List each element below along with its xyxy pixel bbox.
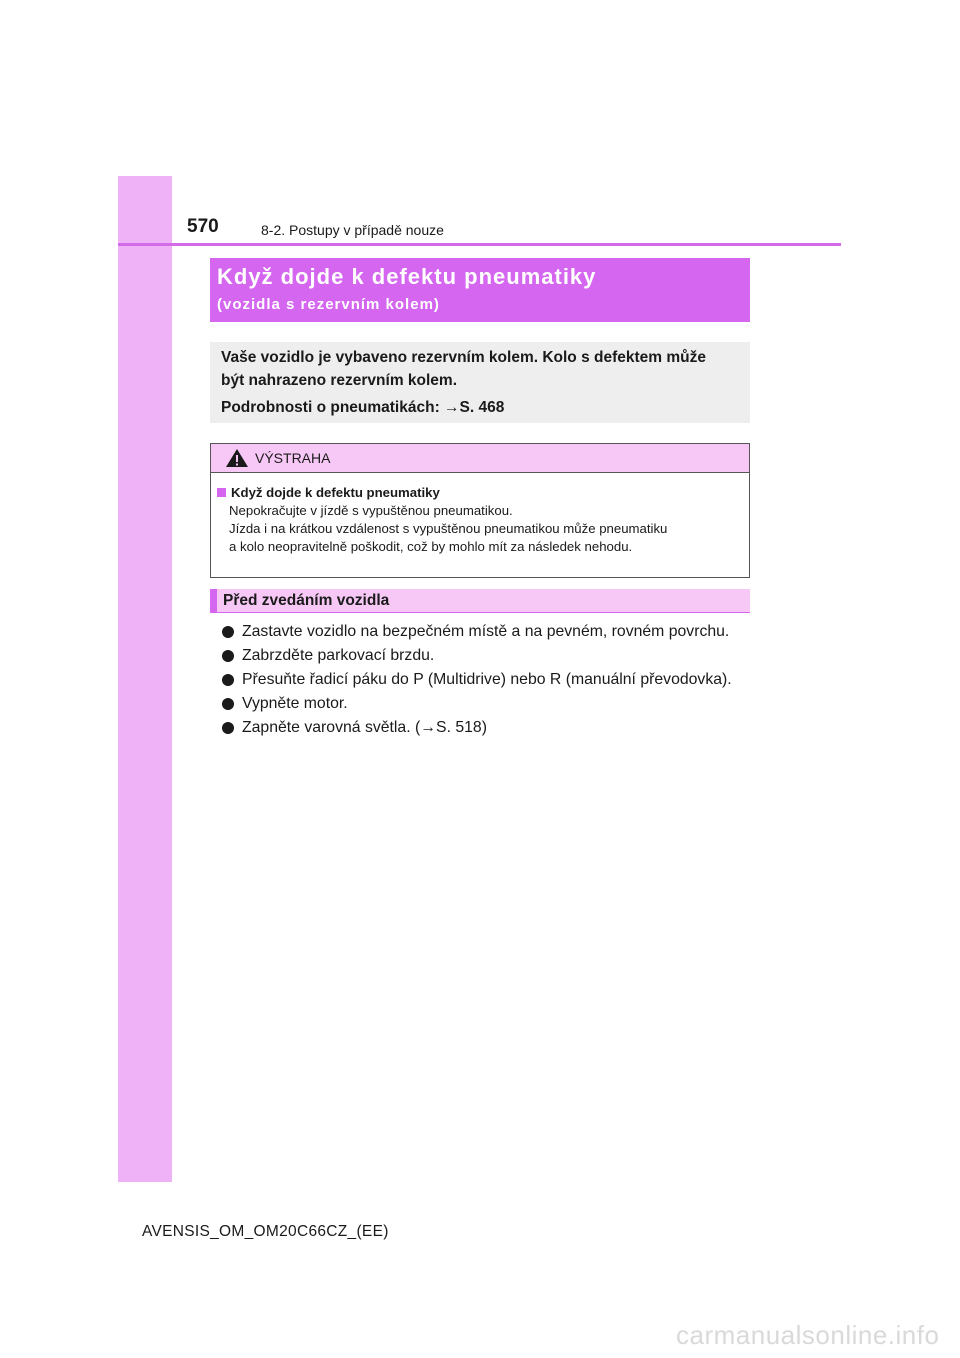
step-list [222, 620, 762, 740]
warning-triangle-icon [225, 448, 249, 468]
warning-title-text: Když dojde k defektu pneumatiky [231, 485, 440, 500]
watermark: carmanualsonline.info [676, 1320, 940, 1350]
page-number: 570 [187, 216, 219, 237]
warning-box [210, 443, 750, 578]
bullet-dot-icon [222, 626, 234, 638]
section-title-banner [210, 258, 750, 322]
intro-box [210, 342, 750, 423]
warning-label: VÝSTRAHA [255, 450, 331, 466]
intro-line-1: Vaše vozidlo je vybaveno rezervním kolem. Kolo s defektem může [221, 349, 706, 366]
bullet-dot-icon [222, 650, 234, 662]
page-subtitle: (vozidla s rezervním kolem) [217, 296, 440, 313]
chapter-title: 8-2. Postupy v případě nouze [261, 222, 444, 238]
list-item: Zapněte varovná světla. (→S. 518) [222, 716, 762, 740]
subsection-heading: Před zvedáním vozidla [210, 589, 750, 613]
bullet-dot-icon [222, 698, 234, 710]
warning-title [217, 485, 741, 500]
list-item: Zastavte vozidlo na bezpečném místě a na pevném, rovném povrchu. [222, 620, 762, 644]
warning-line-2: Jízda i na krátkou vzdálenost s vypuštěnou pneumatikou může pneumatiku [229, 521, 668, 536]
page-title: Když dojde k defektu pneumatiky [217, 264, 597, 289]
bullet-dot-icon [222, 674, 234, 686]
intro-reference: Podrobnosti o pneumatikách: →S. 468 [221, 399, 505, 416]
list-item: Vypněte motor. [222, 692, 762, 716]
list-item: Přesuňte řadicí páku do P (Multidrive) nebo R (manuální převodovka). [222, 668, 762, 692]
warning-body [211, 473, 749, 556]
bullet-dot-icon [222, 722, 234, 734]
intro-line-2: být nahrazeno rezervním kolem. [221, 372, 458, 389]
list-item: Zabrzděte parkovací brzdu. [222, 644, 762, 668]
warning-line-1: Nepokračujte v jízdě s vypuštěnou pneumatikou. [229, 503, 513, 518]
warning-header [211, 444, 749, 473]
chapter-side-tab [118, 176, 172, 1182]
header-divider [118, 243, 841, 246]
square-bullet-icon [217, 488, 226, 497]
warning-text [217, 502, 741, 556]
document-code: AVENSIS_OM_OM20C66CZ_(EE) [142, 1223, 389, 1240]
warning-line-3: a kolo neopravitelně poškodit, což by mohlo mít za následek nehodu. [229, 539, 633, 554]
